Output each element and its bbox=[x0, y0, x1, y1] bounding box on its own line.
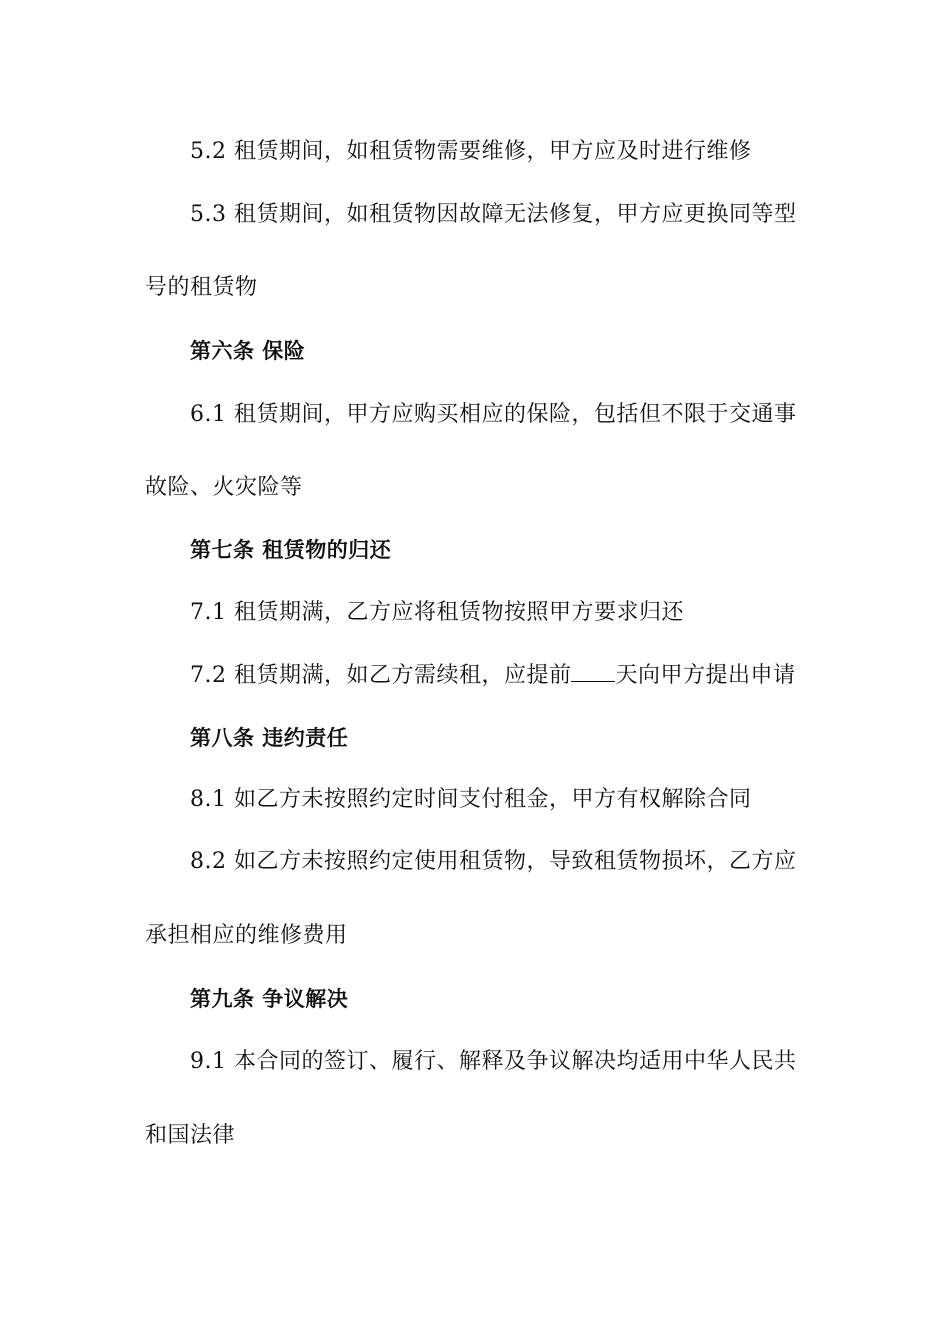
clause-5-3-text-1: 5.3 租赁期间，如租赁物因故障无法修复，甲方应更换同等型 bbox=[190, 202, 797, 227]
article-8-title: 第八条 违约责任 bbox=[190, 726, 349, 750]
clause-9-1-line-2 bbox=[145, 1122, 815, 1150]
article-9-title: 第九条 争议解决 bbox=[190, 987, 349, 1011]
clause-7-2 bbox=[190, 661, 860, 690]
clause-6-1-text-2: 故险、火灾险等 bbox=[145, 475, 303, 500]
article-6-heading bbox=[190, 337, 860, 365]
article-7-title: 第七条 租赁物的归还 bbox=[190, 538, 392, 562]
clause-9-1-text-2: 和国法律 bbox=[145, 1123, 236, 1148]
article-8-heading bbox=[190, 724, 860, 752]
clause-7-2-text-after: 天向甲方提出申请 bbox=[615, 663, 796, 688]
article-6-title: 第六条 保险 bbox=[190, 339, 306, 363]
clause-5-2-text: 5.2 租赁期间，如租赁物需要维修，甲方应及时进行维修 bbox=[190, 139, 752, 164]
clause-7-1 bbox=[190, 599, 860, 627]
blank-days-field bbox=[571, 661, 615, 682]
clause-8-2-text-1: 8.2 如乙方未按照约定使用租赁物，导致租赁物损坏，乙方应 bbox=[190, 849, 797, 874]
clause-8-2-line-2 bbox=[145, 922, 815, 950]
clause-8-1-text: 8.1 如乙方未按照约定时间支付租金，甲方有权解除合同 bbox=[190, 787, 752, 812]
clause-8-2-text-2: 承担相应的维修费用 bbox=[145, 923, 348, 948]
clause-6-1-text-1: 6.1 租赁期间，甲方应购买相应的保险，包括但不限于交通事 bbox=[190, 402, 797, 427]
clause-9-1-line-1 bbox=[190, 1048, 860, 1076]
clause-6-1-line-2 bbox=[145, 474, 815, 502]
clause-7-2-text-before: 7.2 租赁期满，如乙方需续租，应提前 bbox=[190, 663, 572, 688]
clause-8-1 bbox=[190, 786, 860, 814]
clause-5-2 bbox=[190, 138, 860, 166]
article-9-heading bbox=[190, 985, 860, 1013]
clause-7-1-text: 7.1 租赁期满，乙方应将租赁物按照甲方要求归还 bbox=[190, 600, 684, 625]
clause-8-2-line-1 bbox=[190, 848, 860, 876]
clause-5-3-line-1 bbox=[190, 201, 860, 229]
clause-5-3-line-2 bbox=[145, 274, 815, 302]
clause-9-1-text-1: 9.1 本合同的签订、履行、解释及争议解决均适用中华人民共 bbox=[190, 1049, 797, 1074]
clause-5-3-text-2: 号的租赁物 bbox=[145, 275, 258, 300]
article-7-heading bbox=[190, 536, 860, 564]
clause-6-1-line-1 bbox=[190, 401, 860, 429]
